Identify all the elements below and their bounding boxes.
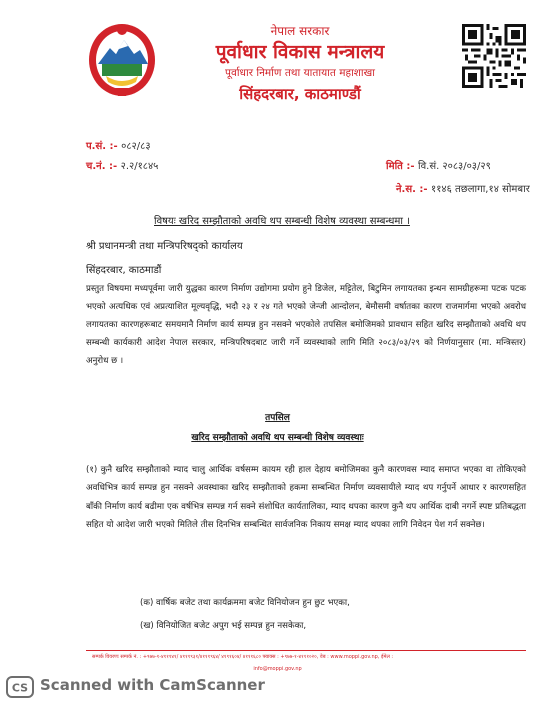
dispatch-number-value: २.२/१८४५	[120, 161, 159, 172]
letter-date-label: मिति :-	[386, 161, 415, 172]
footer-contact: सम्पर्क विवरणः सम्पर्क नं. : +९७७-१-४१११४१/ ४१११९३१/४१११९६४/ ४१९१६०४/ ४१११६८० फ्याक्स : +९७७-१-४१११०२०, वेब : www.moppi.gov.np, ईमेल :	[92, 654, 394, 660]
nepal-emblem-icon	[86, 20, 158, 100]
office-location: सिंहदरबार, काठमाण्डौं	[239, 85, 361, 103]
division-name: पूर्वाधार निर्माण तथा यातायात महाशाखा	[225, 67, 375, 79]
camscanner-logo-icon	[6, 676, 34, 698]
addressee-office: श्री प्रधानमन्त्री तथा मन्त्रिपरिषद्को कार्यालय	[86, 241, 243, 252]
nepal-sambat-value: ११४६ तछलागा,१४ सोमबार	[431, 184, 530, 195]
qr-code-icon	[462, 24, 526, 88]
government-name: नेपाल सरकार	[270, 24, 330, 38]
letter-date-value: वि.सं. २०८३/०३/२९	[417, 161, 491, 172]
addressee-location: सिंहदरबार, काठमाडौं	[86, 265, 162, 276]
nepal-sambat-label: ने.स. :-	[396, 184, 428, 195]
list-item: (ख) विनियोजित बजेट अपुग भई सम्पन्न हुन नसकेका,	[140, 621, 307, 631]
dispatch-number-label: च.नं. :-	[86, 161, 118, 172]
camscanner-watermark-text: Scanned with CamScanner	[40, 676, 265, 694]
body-paragraph-1: प्रस्तुत विषयमा मध्यपूर्वमा जारी युद्धका कारण निर्माण उद्योगमा प्रयोग हुने डिजेल, मट्टितेल, बिटुमिन लगायतका इन्धन सामग्रीहरूमा पटक पटक भएको अत्यधिक एवं अप्रत्याशित मूल्यवृद्धि, भदौ २३ र २४ गते भएको जेन्जी आन्दोलन, बेमौसमी वर्षातका कारण राजमार्गमा भएको अवरोध लगायतका कारणहरूबाट समयमानै निर्माण कार्य सम्पन्न हुन नसक्ने भएकोले तपसिल बमोजिमको प्रावधान सहित खरिद सम्झौताको अवधि थप सम्बन्धी कार्यकारी आदेश नेपाल सरकार, मन्त्रिपरिषदबाट जारी गर्ने व्यवस्थाको लागि मिति २०८३/०३/२९ को निर्णयानुसार (मा. मन्त्रिस्तर) अनुरोध छ ।	[86, 284, 526, 366]
letter-number-value: ०८२/८३	[121, 141, 151, 152]
letter-date	[386, 158, 491, 172]
footer-divider	[86, 650, 526, 651]
svg-text:CS: CS	[11, 681, 29, 695]
list-item: (क) वार्षिक बजेट तथा कार्यक्रममा बजेट विनियोजन हुन छुट भएका,	[140, 598, 350, 608]
body-paragraph-2: (१) कुनै खरिद सम्झौताको म्याद चालु आर्थिक वर्षसम्म कायम रही हाल देहाय बमोजिमका कुनै कारणवस म्याद समाप्त भएका वा तोकिएको अवधिभित्र कार्य सम्पन्न हुन नसक्ने अवस्थाका खरिद सम्झौताको हकमा सम्बन्धित निर्माण व्यवसायीले म्याद थप गर्नुपर्ने आधार र कारणसहित बाँकी निर्माण कार्य बढीमा एक वर्षभित्र सम्पन्न गर्न सक्ने संशोधित कार्यतालिका, म्याद थपका कारण कुनै थप आर्थिक दाबी नगर्ने स्पष्ट प्रतिबद्धता सहित यो आदेश जारी भएको मितिले तीस दिनभित्र सम्बन्धित सार्वजनिक निकाय समक्ष म्याद थपका लागि निवेदन पेश गर्न सक्नेछ।	[86, 465, 526, 531]
letter-number	[86, 138, 151, 152]
ministry-name: पूर्वाधार विकास मन्त्रालय	[215, 41, 385, 63]
nepal-sambat-date	[396, 181, 530, 195]
letter-number-label: प.सं. :-	[86, 141, 118, 152]
schedule-subtitle: खरिद सम्झौताको अवधि थप सम्बन्धी विशेष व्यवस्थाः	[191, 433, 364, 443]
schedule-title: तपसिल	[265, 413, 290, 423]
letter-subject: विषयः खरिद सम्झौताको अवधि थप सम्बन्धी विशेष व्यवस्था सम्बन्धमा ।	[154, 216, 410, 227]
footer-email: info@moppi.gov.np	[253, 666, 302, 672]
dispatch-number	[86, 158, 158, 172]
